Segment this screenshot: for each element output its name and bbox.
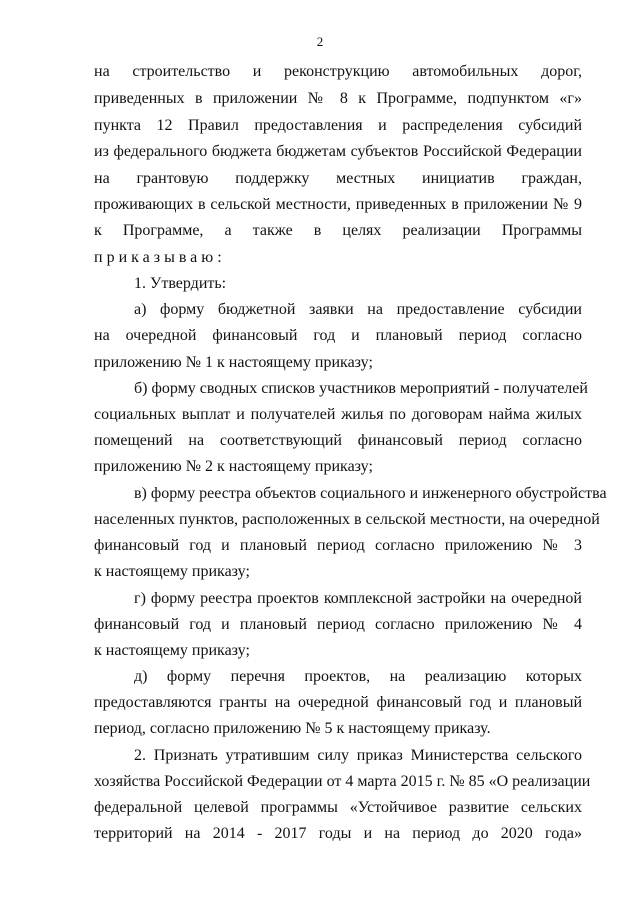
text-line: 2. Признать утратившим силу приказ Министерства сельского bbox=[134, 747, 582, 764]
page-number: 2 bbox=[316, 34, 324, 49]
text-line: хозяйства Российской Федерации от 4 марта 2015 г. № 85 «О реализации bbox=[94, 773, 591, 790]
text-line: приложению № 2 к настоящему приказу; bbox=[94, 458, 373, 475]
text-line: финансовый год и плановый период согласно приложению № 4 bbox=[94, 616, 582, 633]
text-line: помещений на соответствующий финансовый период согласно bbox=[94, 432, 582, 449]
text-line: населенных пунктов, расположенных в сельской местности, на очередной bbox=[94, 511, 600, 528]
text-line: период, согласно приложению № 5 к настоящему приказу. bbox=[94, 720, 491, 737]
text-line: из федерального бюджета бюджетам субъектов Российской Федерации bbox=[94, 143, 582, 160]
text-line: г) форму реестра проектов комплексной застройки на очередной bbox=[134, 590, 582, 607]
text-line: на строительство и реконструкцию автомобильных дорог, bbox=[94, 63, 582, 80]
text-line: приказываю: bbox=[94, 249, 226, 266]
text-line: приложению № 1 к настоящему приказу; bbox=[94, 354, 373, 371]
text-line: в) форму реестра объектов социального и инженерного обустройства bbox=[134, 485, 607, 502]
text-line: приведенных в приложении № 8 к Программе, подпунктом «г» bbox=[94, 90, 582, 107]
text-line: а) форму бюджетной заявки на предоставление субсидии bbox=[134, 301, 582, 318]
paragraph-heading: 1. Утвердить: bbox=[134, 275, 227, 292]
text-line: социальных выплат и получателей жилья по договорам найма жилых bbox=[94, 406, 582, 423]
text-line: б) форму сводных списков участников мероприятий - получателей bbox=[134, 380, 588, 397]
text-line: финансовый год и плановый период согласно приложению № 3 bbox=[94, 537, 582, 554]
text-line: к настоящему приказу; bbox=[94, 642, 250, 659]
text-line: к настоящему приказу; bbox=[94, 563, 250, 580]
text-line: проживающих в сельской местности, приведенных в приложении № 9 bbox=[94, 196, 582, 213]
text-line: д) форму перечня проектов, на реализацию которых bbox=[134, 668, 582, 685]
text-line: на очередной финансовый год и плановый период согласно bbox=[94, 327, 582, 344]
text-line: федеральной целевой программы «Устойчивое развитие сельских bbox=[94, 799, 582, 816]
text-line: предоставляются гранты на очередной финансовый год и плановый bbox=[94, 694, 582, 711]
text-line: к Программе, а также в целях реализации Программы bbox=[94, 222, 582, 239]
text-line: на грантовую поддержку местных инициатив граждан, bbox=[94, 170, 582, 187]
text-line: территорий на 2014 - 2017 годы и на период до 2020 года» bbox=[94, 825, 582, 842]
text-line: пункта 12 Правил предоставления и распределения субсидий bbox=[94, 117, 582, 134]
